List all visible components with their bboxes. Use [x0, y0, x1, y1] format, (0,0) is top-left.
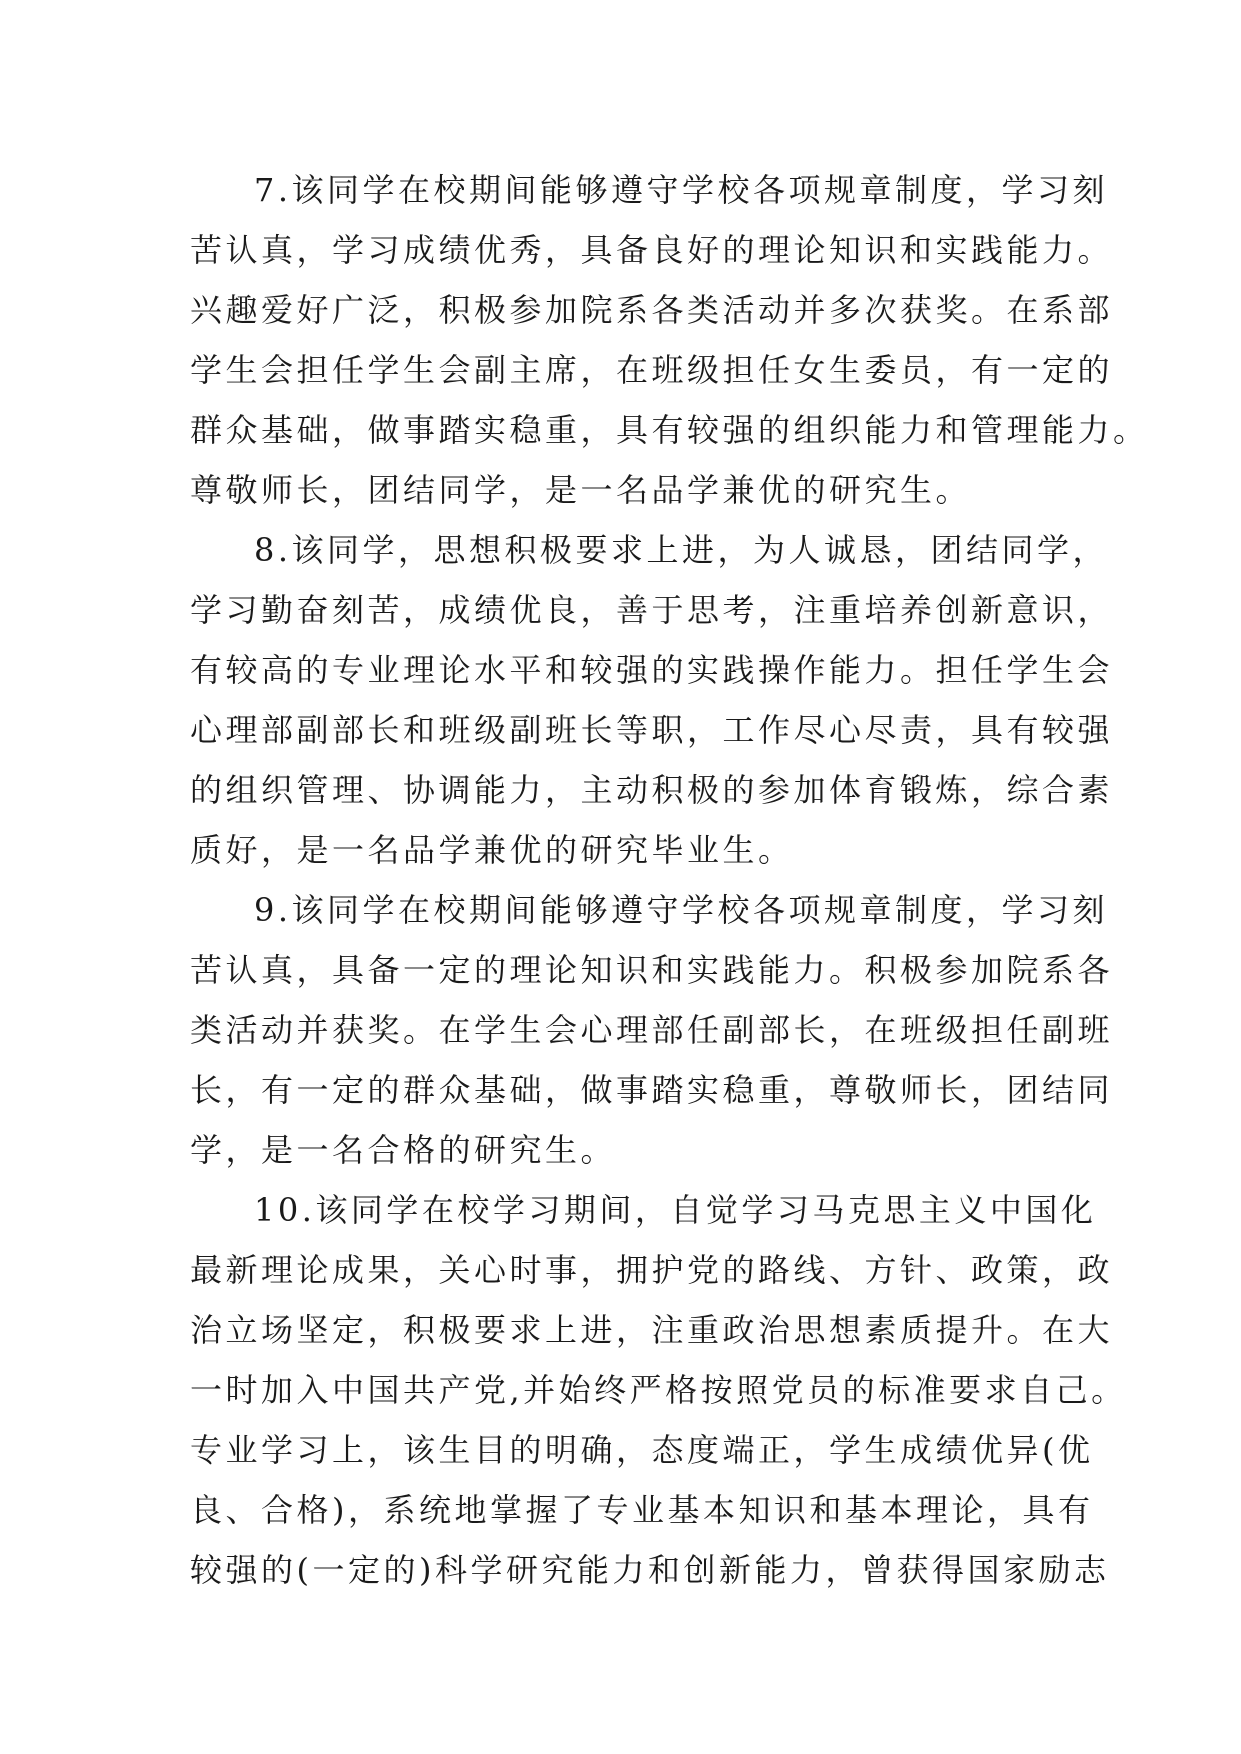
paragraph-8-line-2: 学习勤奋刻苦，成绩优良，善于思考，注重培养创新意识，: [190, 591, 1114, 629]
paragraph-7-line-1: 7.该同学在校期间能够遵守学校各项规章制度，学习刻: [254, 171, 1109, 209]
paragraph-10-line-7: 较强的(一定的)科学研究能力和创新能力，曾获得国家励志: [190, 1551, 1110, 1589]
paragraph-9-line-1: 9.该同学在校期间能够遵守学校各项规章制度，学习刻: [254, 891, 1109, 929]
paragraph-7-line-2: 苦认真，学习成绩优秀，具备良好的理论知识和实践能力。: [190, 231, 1114, 269]
paragraph-8-line-6: 质好，是一名品学兼优的研究毕业生。: [190, 831, 794, 869]
paragraph-9-line-2: 苦认真，具备一定的理论知识和实践能力。积极参加院系各: [190, 951, 1114, 989]
document-body: [190, 160, 1149, 1600]
paragraph-9-line-4: 长，有一定的群众基础，做事踏实稳重，尊敬师长，团结同: [190, 1071, 1114, 1109]
paragraph-7-line-4: 学生会担任学生会副主席，在班级担任女生委员，有一定的: [190, 351, 1114, 389]
paragraph-10-line-3: 治立场坚定，积极要求上进，注重政治思想素质提升。在大: [190, 1311, 1114, 1349]
paragraph-7-line-3: 兴趣爱好广泛，积极参加院系各类活动并多次获奖。在系部: [190, 291, 1114, 329]
paragraph-10-line-4: 一时加入中国共产党,并始终严格按照党员的标准要求自己。: [190, 1371, 1127, 1409]
paragraph-10-line-2: 最新理论成果，关心时事，拥护党的路线、方针、政策，政: [190, 1251, 1114, 1289]
paragraph-8-line-3: 有较高的专业理论水平和较强的实践操作能力。担任学生会: [190, 651, 1114, 689]
paragraph-10-line-6: 良、合格)，系统地掌握了专业基本知识和基本理论，具有: [190, 1491, 1094, 1529]
paragraph-8-line-1: 8.该同学，思想积极要求上进，为人诚恳，团结同学，: [254, 531, 1109, 569]
paragraph-7-line-5: 群众基础，做事踏实稳重，具有较强的组织能力和管理能力。: [190, 411, 1149, 449]
paragraph-10-line-5: 专业学习上，该生目的明确，态度端正，学生成绩优异(优: [190, 1431, 1094, 1469]
paragraph-10-line-1: 10.该同学在校学习期间，自觉学习马克思主义中国化: [254, 1191, 1097, 1229]
paragraph-8-line-4: 心理部副部长和班级副班长等职，工作尽心尽责，具有较强: [190, 711, 1114, 749]
paragraph-9-line-5: 学，是一名合格的研究生。: [190, 1131, 617, 1169]
paragraph-8-line-5: 的组织管理、协调能力，主动积极的参加体育锻炼，综合素: [190, 771, 1114, 809]
paragraph-9-line-3: 类活动并获奖。在学生会心理部任副部长，在班级担任副班: [190, 1011, 1114, 1049]
paragraph-7-line-6: 尊敬师长，团结同学，是一名品学兼优的研究生。: [190, 471, 972, 509]
